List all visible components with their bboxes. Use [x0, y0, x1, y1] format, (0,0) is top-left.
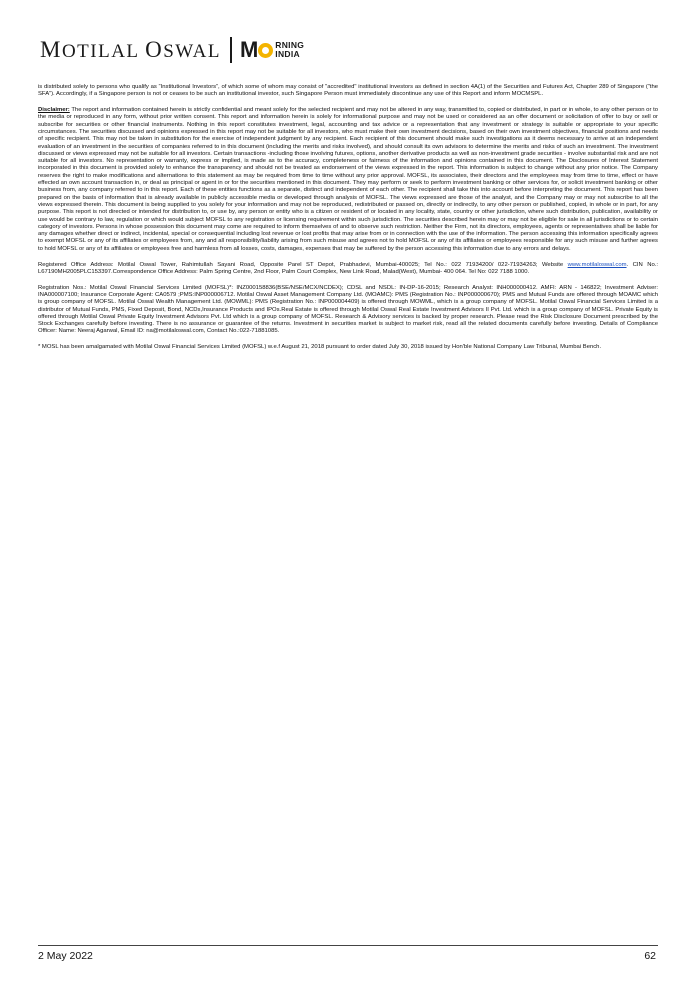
disclaimer-label: Disclaimer:	[38, 107, 70, 114]
amalgamation-paragraph: * MOSL has been amalgamated with Motilal Oswal Financial Services Limited (MOFSL) w.e.f August 21, 2018 pursuant to order dated July 30, 2018 issued by Hon'ble National Company Law Tribunal, Mumbai Bench.	[38, 344, 602, 351]
morning-india-logo	[240, 37, 304, 63]
document-body	[38, 84, 658, 360]
singapore-paragraph: is distributed solely to persons who qualify as “Institutional Investors”, of which some of whom may consist of "accredited" institutional investors as defined in section 4A(1) of the Securities and Futures Act, Chapter 289 of Singapore (“the SFA”). Accordingly, if a Singapore person is not or ceases to be such an institutional investor, such Singapore Person must immediately discontinue any use of this Report and inform MOCMSPL.	[38, 84, 658, 98]
website-link[interactable]: www.motilaloswal.com	[567, 261, 627, 268]
page-header	[40, 34, 304, 66]
disclaimer-text: The report and information contained herein is strictly confidential and meant solely for the selected recipient and may not be altered in any way, transmitted to, copied or distributed, in part or in whole, to any other person or to the media or reproduced in any form, without prior written consent. This report and information herein is solely for informational purpose and may not be used or considered as an offer document or solicitation of offer to buy or sell or subscribe for securities or other financial instruments. Nothing in this report constitutes investment, legal, accounting and tax advice or a representation that any investment or strategy is suitable or appropriate to your specific circumstances. The securities discussed and opinions expressed in this report may not be suitable for all investors, who must make their own investment decisions, based on their own investment objectives, financial positions and needs of specific recipient. This may not be taken in substitution for the exercise of independent judgment by any recipient. Each recipient of this document should make such investigations as it deems necessary to arrive at an independent evaluation of an investment in the securities of companies referred to in this document (including the merits and risks involved), and should consult its own advisors to determine the merits and risks of such an investment. The investment discussed or views expressed may not be suitable for all investors. Certain transactions -including those involving futures, options, another derivative products as well as non-investment grade securities - involve substantial risk and are not suitable for all investors. No representation or warranty, express or implied, is made as to the accuracy, completeness or fairness of the information and opinions contained in this document. The Disclosures of Interest Statement incorporated in this document is provided solely to enhance the transparency and should not be treated as endorsement of the views expressed in the report. This information is subject to change without any prior notice. The Company reserves the right to make modifications and alternations to this statement as may be required from time to time without any prior approval. MOFSL, its associates, their directors and the employees may from time to time, effect or have effected an own account transaction in, or deal as principal or agent in or for the securities mentioned in this document. They may perform or seek to perform investment banking or other services for, or solicit investment banking or other business from, any company referred to in this report. Each of these entities functions as a separate, distinct and independent of each other. The recipient shall take this into account before interpreting the document. This report has been prepared on the basis of information that is already available in publicly accessible media or developed through analysis of MOFSL. The views expressed are those of the analyst, and the Company may or may not subscribe to all the views expressed therein. This document is being supplied to you solely for your information and may not be reproduced, redistributed or passed on, directly or indirectly, to any other person or published, copied, in whole or in part, for any purpose. This report is not directed or intended for distribution to, or use by, any person or entity who is a citizen or resident of or located in any locality, state, country or other jurisdiction, where such distribution, publication, availability or use would be contrary to law, regulation or which would subject MOFSL to any registration or licensing requirement within such jurisdiction. The securities described herein may or may not be eligible for sale in all jurisdictions or to certain category of investors. Persons in whose possession this document may come are required to inform themselves of and to observe such restriction. Neither the Firm, not its directors, employees, agents or representatives shall be liable for any damages whether direct or indirect, incidental, special or consequential including lost revenue or lost profits that may arise from or in connection with the use of the information. The person accessing this information specifically agrees to exempt MOFSL or any of its affiliates or employees from, any and all responsibility/liability arising from such misuse and agrees not to hold MOFSL or any of its affiliates or employees responsible for any such misuse and further agrees to hold MOFSL or any of its affiliates or employees free and harmless from all losses, costs, damages, expenses that may be suffered by the person accessing this information due to any errors and delays.	[38, 107, 658, 252]
registered-office-paragraph	[38, 262, 658, 277]
morning-logo-m: M	[239, 37, 258, 62]
sun-icon	[258, 43, 273, 58]
brand-initial-m: M	[40, 37, 62, 62]
morning-logo-words	[275, 41, 304, 59]
morning-logo-word-rning: RNING	[275, 40, 305, 50]
brand-rest-oswal: SWAL	[163, 41, 221, 62]
brand-rest-motilal: OTILAL	[61, 41, 146, 62]
motilal-oswal-logo	[40, 37, 221, 63]
morning-logo-word-india: INDIA	[275, 49, 300, 59]
office-text: Registered Office Address: Motilal Oswal Tower, Rahimtullah Sayani Road, Opposite Parel ST Depot, Prabhadevi, Mumbai-400025; Tel No.: 022 71934200/ 022-71934263; Website	[38, 261, 568, 268]
disclaimer-paragraph	[38, 107, 658, 253]
footer-date: 2 May 2022	[38, 950, 93, 962]
logo-divider	[230, 37, 232, 63]
footer-divider	[38, 945, 658, 946]
office-text-2: . CIN No.: L67190MH2005PLC153397.Correspondence Office Address: Palm Spring Centre, 2nd Floor, Palm Court Complex, New Link Road, Malad(West), Mumbai- 400 064. Tel No: 022 7188 1000.	[38, 261, 659, 275]
registration-paragraph: Registration Nos.: Motilal Oswal Financial Services Limited (MOFSL)*: INZ000158836(BSE/NSE/MCX/NCDEX); CDSL and NSDL: IN-DP-16-2015; Research Analyst: INH000000412. AMFI: ARN - 146822; Investment Adviser: INA000007100; Insurance Corporate Agent: CA0579 ;PMS:INP000006712. Motilal Oswal Asset Management Company Ltd. (MOAMC): PMS (Registration No.: INP000000670); PMS and Mutual Funds are offered through MOAMC which is group company of MOFSL. Motilal Oswal Wealth Management Ltd. (MOWML): PMS (Registration No.: INP000004409) is offered through MOWML, which is a group company of MOFSL. Motilal Oswal Financial Services Limited is a distributor of Mutual Funds, PMS, Fixed Deposit, Bond, NCDs,Insurance Products and IPOs.Real Estate is offered through Motilal Oswal Real Estate Investment Advisors II Pvt. Ltd. which is a group company of MOFSL. Private Equity is offered through Motilal Oswal Private Equity Investment Advisors Pvt. Ltd which is a group company of MOFSL. Research & Advisory services is backed by proper research. Please read the Risk Disclosure Document prescribed by the Stock Exchanges carefully before investing. There is no assurance or guarantee of the returns. Investment in securities market is subject to market risk, read all the related documents carefully before investing. Details of Compliance Officer: Name: Neeraj Agarwal, Email ID: na@motilaloswal.com, Contact No.:022-71881085.	[38, 284, 658, 335]
brand-initial-o: O	[145, 37, 164, 62]
page-number: 62	[644, 950, 656, 962]
